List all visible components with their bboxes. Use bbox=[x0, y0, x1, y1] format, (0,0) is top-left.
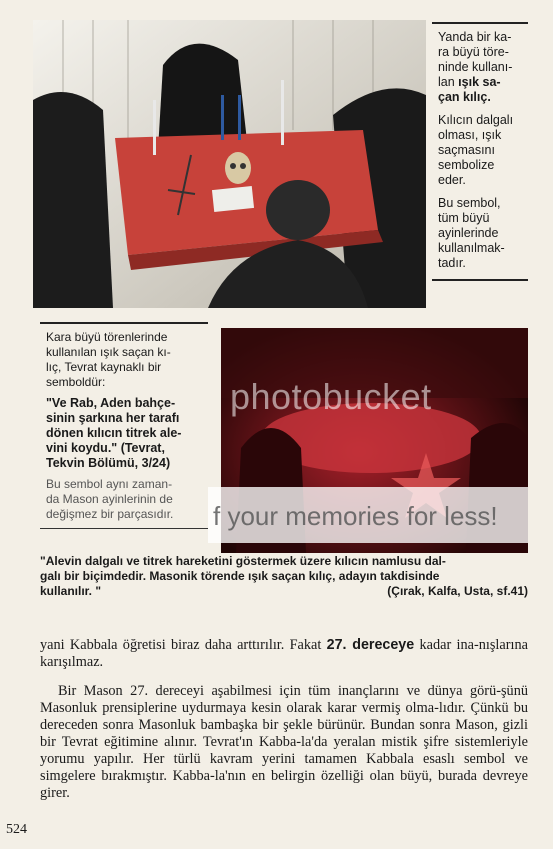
caption-line: eder. bbox=[438, 173, 466, 187]
photo-caption-right bbox=[432, 22, 528, 281]
caption-line: kullanılan ışık saçan kı- bbox=[46, 345, 171, 359]
caption-right-paragraph-2 bbox=[438, 113, 528, 188]
caption-line: ayinlerinde bbox=[438, 226, 499, 240]
caption-line: sinin şarkına her tarafı bbox=[46, 411, 180, 425]
quote-line: kullanılır. " bbox=[40, 584, 102, 598]
body-text: kadar ina-nışlarına karışılmaz. bbox=[40, 637, 528, 670]
caption-left-scripture-quote bbox=[46, 396, 208, 471]
caption-line: kullanılmak- bbox=[438, 241, 505, 255]
quote-source: (Çırak, Kalfa, Usta, sf.41) bbox=[387, 584, 528, 598]
caption-line: vini koydu." (Tevrat, bbox=[46, 441, 165, 455]
caption-line: semboldür: bbox=[46, 375, 106, 389]
watermark-tagline: f your memories for less! bbox=[213, 501, 498, 531]
caption-bold-text: ışık sa- bbox=[458, 75, 501, 89]
caption-line: Bu sembol, bbox=[438, 196, 501, 210]
body-paragraph-2: Bir Mason 27. dereceyi aşabilmesi için tüm inançlarını ve dünya görü-şünü Masonluk prensiplerine uydurmaya kesin olarak karar vermiş olma-lıdır. Çünkü bu dereceden sonra Masonluk bambaşka bir şekle bürünür. Bundan sonra Mason, gizli bir Tevrat eğitimine alınır. Tevrat'ın Kabba-la'da yeralan mistik şifre sistemleriyle yorumu yapılır. Her türlü kavram yerini tamamen Kabbala esaslı sembol ve simgelere bırakmıştır. Kabba-la'nın en belirgin özelliği olan büyü, burada devreye girer. bbox=[40, 683, 528, 801]
caption-text: Yanda bir ka- bbox=[438, 30, 512, 44]
caption-left-bottom-rule bbox=[40, 528, 208, 529]
watermark-brand: photobucket bbox=[230, 376, 432, 417]
quote-line: "Alevin dalgalı ve titrek hareketini göstermek üzere kılıcın namlusu dal- bbox=[40, 554, 446, 568]
caption-line: da Mason ayinlerinin de bbox=[46, 492, 173, 506]
quote-line: galı bir biçimdedir. Masonik törende ışık saçan kılıç, adayın takdisinde bbox=[40, 569, 440, 583]
caption-line: Kılıcın dalgalı bbox=[438, 113, 514, 127]
caption-line: saçmasını bbox=[438, 143, 495, 157]
caption-right-paragraph-1 bbox=[438, 30, 528, 105]
caption-line: sembolize bbox=[438, 158, 495, 172]
caption-line: lıç, Tevrat kaynaklı bir bbox=[46, 360, 162, 374]
masonic-quote bbox=[40, 554, 528, 599]
caption-bold-text: çan kılıç. bbox=[438, 90, 491, 104]
caption-bottom-rule bbox=[432, 279, 528, 281]
photo-caption-left bbox=[40, 322, 208, 529]
caption-top-rule bbox=[432, 22, 528, 24]
caption-line: Kara büyü törenlerinde bbox=[46, 330, 168, 344]
caption-left-paragraph-1 bbox=[46, 330, 208, 390]
caption-line: Tekvin Bölümü, 3/24) bbox=[46, 456, 171, 470]
caption-left-paragraph-3 bbox=[46, 477, 208, 522]
caption-line: değişmez bir parçasıdır. bbox=[46, 507, 174, 521]
caption-line: Bu sembol aynı zaman- bbox=[46, 477, 173, 491]
caption-left-top-rule bbox=[40, 322, 208, 324]
caption-text: ninde kullanı- bbox=[438, 60, 513, 74]
caption-text: lan bbox=[438, 75, 455, 89]
ritual-scene-image bbox=[33, 20, 426, 308]
quote-last-line bbox=[40, 584, 528, 599]
ritual-photo bbox=[33, 20, 426, 308]
body-text: yani Kabbala öğretisi biraz daha arttırılır. Fakat bbox=[40, 637, 327, 653]
caption-line: tüm büyü bbox=[438, 211, 490, 225]
caption-line: olması, ışık bbox=[438, 128, 502, 142]
body-paragraph-1 bbox=[40, 637, 528, 671]
caption-line: tadır. bbox=[438, 256, 466, 270]
body-bold-text: 27. dereceye bbox=[326, 637, 415, 653]
caption-line: "Ve Rab, Aden bahçe- bbox=[46, 396, 176, 410]
caption-right-paragraph-3 bbox=[438, 196, 528, 271]
caption-text: ra büyü töre- bbox=[438, 45, 509, 59]
caption-line: dönen kılıcın titrek ale- bbox=[46, 426, 182, 440]
page-number: 524 bbox=[6, 822, 27, 837]
